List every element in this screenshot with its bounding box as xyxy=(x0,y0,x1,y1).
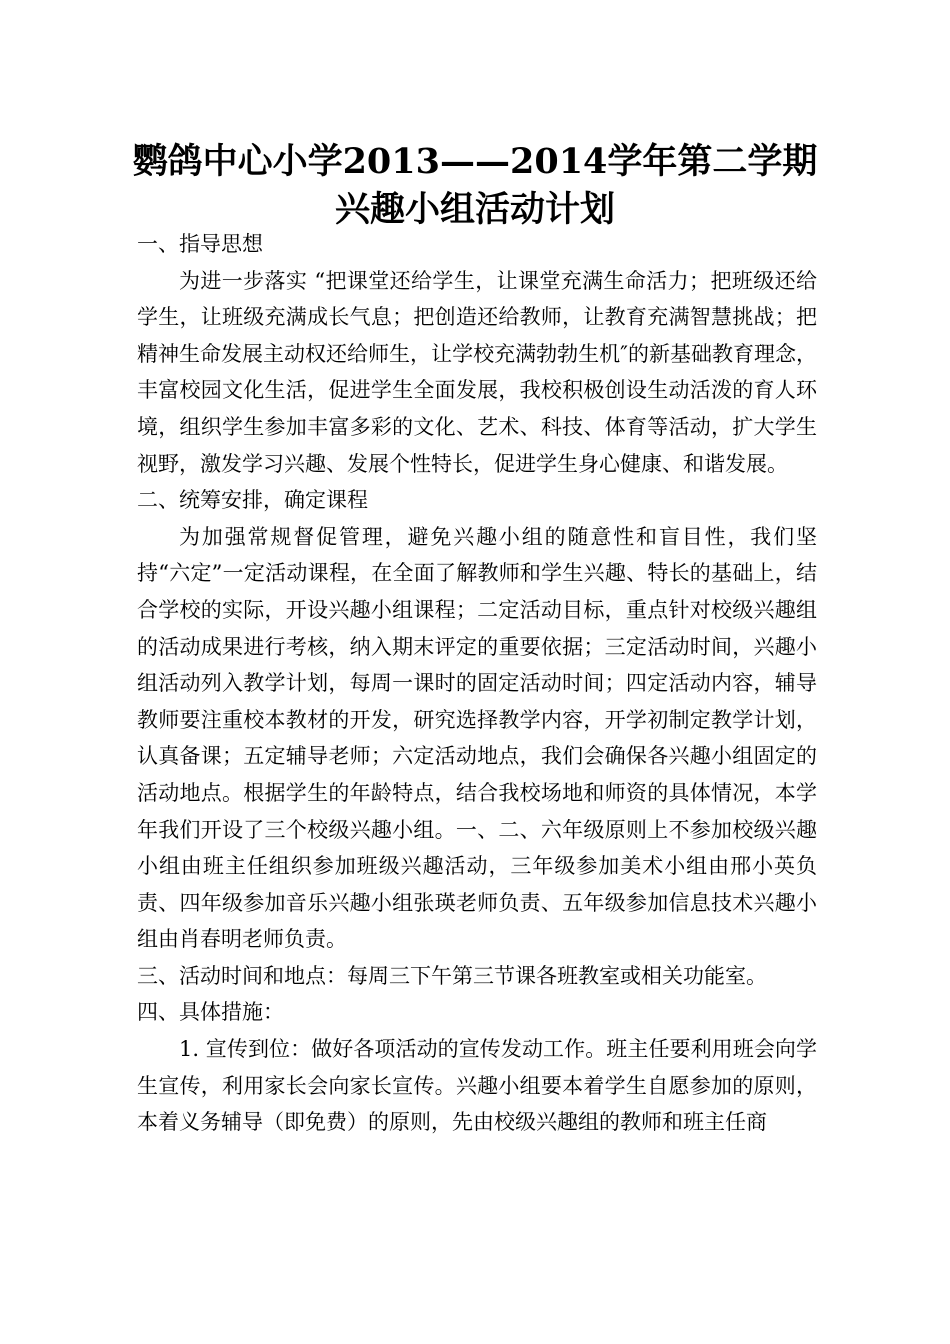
document-title-line-1: 鹦鸽中心小学2013——2014学年第二学期 xyxy=(132,141,818,182)
paragraph-guiding-thought: 为进一步落实 “把课堂还给学生，让课堂充满生命活力；把班级还给学生，让班级充满成长气息；把创造还给教师，让教育充满智慧挑战；把精神生命发展主动权还给师生，让学校充满勃勃生机″的新基础教育理念，丰富校园文化生活，促进学生全面发展，我校积极创设生动活泼的育人环境，组织学生参加丰富多彩的文化、艺术、科技、体育等活动，扩大学生视野，激发学习兴趣、发展个性特长，促进学生身心健康、和谐发展。 xyxy=(137,268,817,476)
document-body xyxy=(137,226,817,1141)
section-heading-guiding-thought: 一、指导思想 xyxy=(137,232,263,256)
section-heading-course-arrangement: 二、统筹安排，确定课程 xyxy=(137,488,368,513)
section-heading-measures: 四、具体措施： xyxy=(137,1000,284,1025)
paragraph-measure-publicity: 1. 宣传到位：做好各项活动的宣传发动工作。班主任要利用班会向学生宣传，利用家长会向家长宣传。兴趣小组要本着学生自愿参加的原则，本着义务辅导（即免费）的原则，先由校级兴趣组的教师和班主任商 xyxy=(137,1037,817,1135)
document-title-line-2: 兴趣小组活动计划 xyxy=(334,189,615,230)
paragraph-course-arrangement: 为加强常规督促管理，避免兴趣小组的随意性和盲目性，我们坚持“六定”一定活动课程，在全面了解教师和学生兴趣、特长的基础上，结合学校的实际，开设兴趣小组课程；二定活动目标，重点针对校级兴趣组的活动成果进行考核，纳入期末评定的重要依据；三定活动时间，兴趣小组活动列入教学计划，每周一课时的固定活动时间；四定活动内容，辅导教师要注重校本教材的开发，研究选择教学内容，开学初制定教学计划，认真备课；五定辅导老师；六定活动地点，我们会确保各兴趣小组固定的活动地点。根据学生的年龄特点，结合我校场地和师资的具体情况，本学年我们开设了三个校级兴趣小组。一、二、六年级原则上不参加校级兴趣小组由班主任组织参加班级兴趣活动，三年级参加美术小组由邢小英负责、四年级参加音乐兴趣小组张瑛老师负责、五年级参加信息技术兴趣小组由肖春明老师负责。 xyxy=(137,524,817,952)
section-heading-time-and-place: 三、活动时间和地点：每周三下午第三节课各班教室或相关功能室。 xyxy=(137,963,767,988)
